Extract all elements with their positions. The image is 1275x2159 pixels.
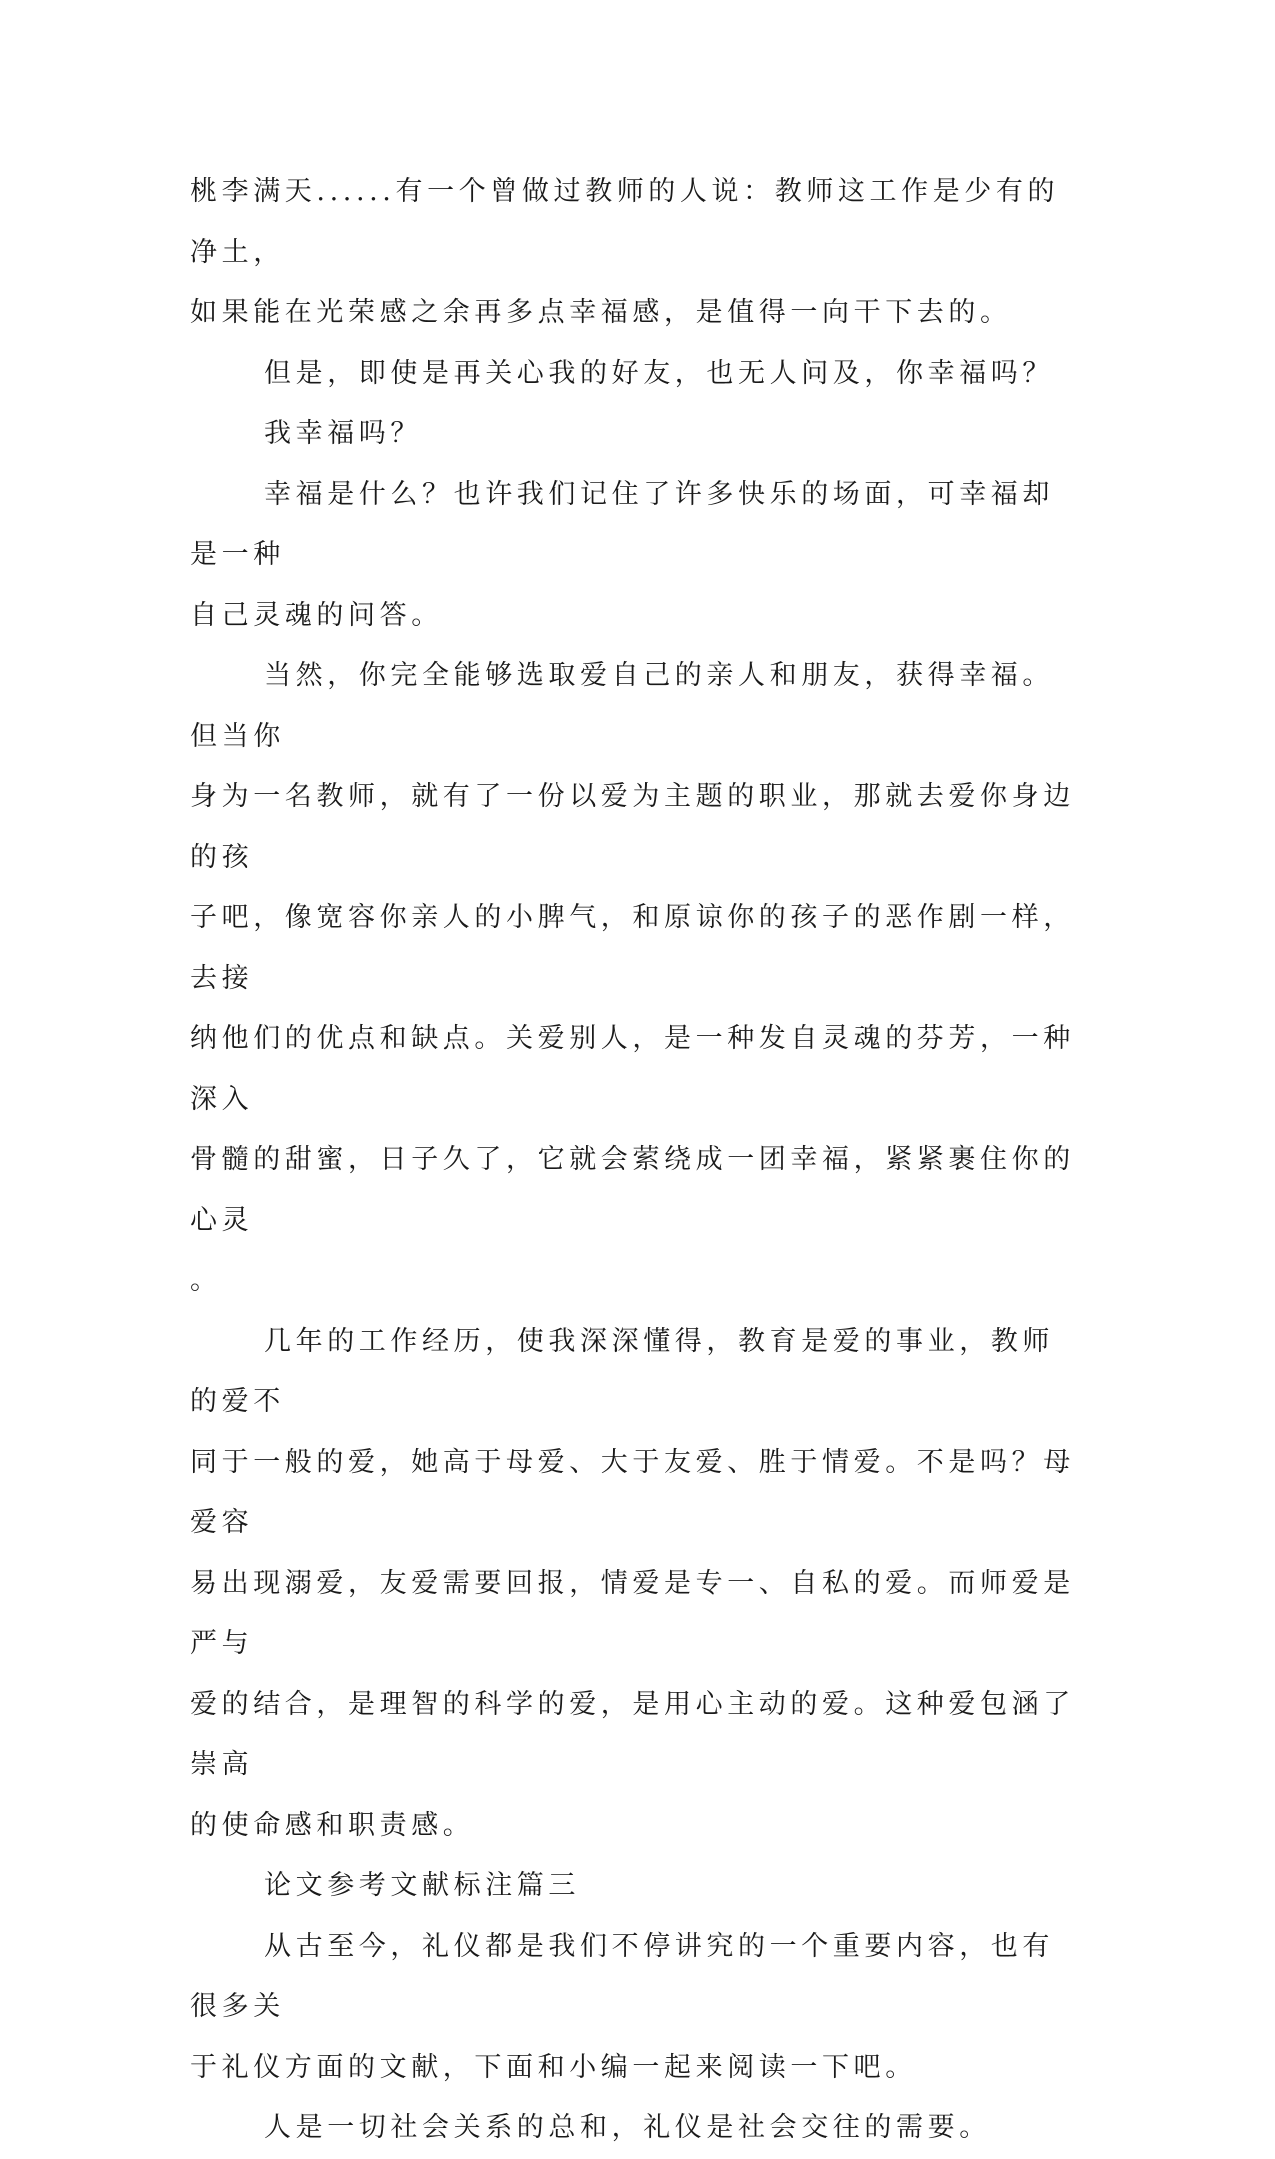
paragraph	[190, 2098, 1085, 2159]
text-line: 身为一名教师，就有了一份以爱为主题的职业，那就去爱你身边的孩	[190, 781, 1075, 873]
paragraph	[190, 404, 1085, 465]
paragraph	[190, 162, 1085, 344]
text-line: 。	[190, 1265, 222, 1296]
text-line: 桃李满天......有一个曾做过教师的人说：教师这工作是少有的净土，	[190, 176, 1060, 268]
text-line: 人是一切社会关系的总和，礼仪是社会交往的需要。	[264, 2112, 991, 2143]
paragraph	[190, 344, 1085, 405]
section-heading	[190, 1856, 1085, 1917]
text-line: 论文参考文献标注篇三	[264, 1870, 580, 1901]
text-line: 纳他们的优点和缺点。关爱别人，是一种发自灵魂的芬芳，一种深入	[190, 1023, 1075, 1115]
paragraph	[190, 646, 1085, 1312]
text-line: 如果能在光荣感之余再多点幸福感，是值得一向干下去的。	[190, 297, 1012, 328]
text-line: 当然，你完全能够选取爱自己的亲人和朋友，获得幸福。但当你	[190, 660, 1054, 752]
text-line: 我幸福吗？	[264, 418, 422, 449]
text-line: 同于一般的爱，她高于母爱、大于友爱、胜于情爱。不是吗？母爱容	[190, 1446, 1075, 1538]
paragraph	[190, 1312, 1085, 1857]
text-line: 几年的工作经历，使我深深懂得，教育是爱的事业，教师的爱不	[190, 1325, 1054, 1417]
text-line: 易出现溺爱，友爱需要回报，情爱是专一、自私的爱。而师爱是严与	[190, 1567, 1075, 1659]
paragraph	[190, 465, 1085, 647]
text-line: 从古至今，礼仪都是我们不停讲究的一个重要内容，也有很多关	[190, 1930, 1054, 2022]
body-text	[190, 162, 1085, 2159]
paragraph	[190, 1917, 1085, 2099]
text-line: 的使命感和职责感。	[190, 1809, 475, 1841]
text-line: 爱的结合，是理智的科学的爱，是用心主动的爱。这种爱包涵了崇高	[190, 1688, 1075, 1780]
text-line: 骨髓的甜蜜，日子久了，它就会萦绕成一团幸福，紧紧裹住你的心灵	[190, 1144, 1075, 1236]
text-line: 子吧，像宽容你亲人的小脾气，和原谅你的孩子的恶作剧一样，去接	[190, 902, 1075, 994]
text-line: 幸福是什么？也许我们记住了许多快乐的场面，可幸福却是一种	[190, 478, 1054, 570]
text-line: 自己灵魂的问答。	[190, 599, 443, 631]
text-line: 于礼仪方面的文献，下面和小编一起来阅读一下吧。	[190, 2051, 917, 2083]
text-line: 但是，即使是再关心我的好友，也无人问及，你幸福吗？	[264, 357, 1054, 389]
